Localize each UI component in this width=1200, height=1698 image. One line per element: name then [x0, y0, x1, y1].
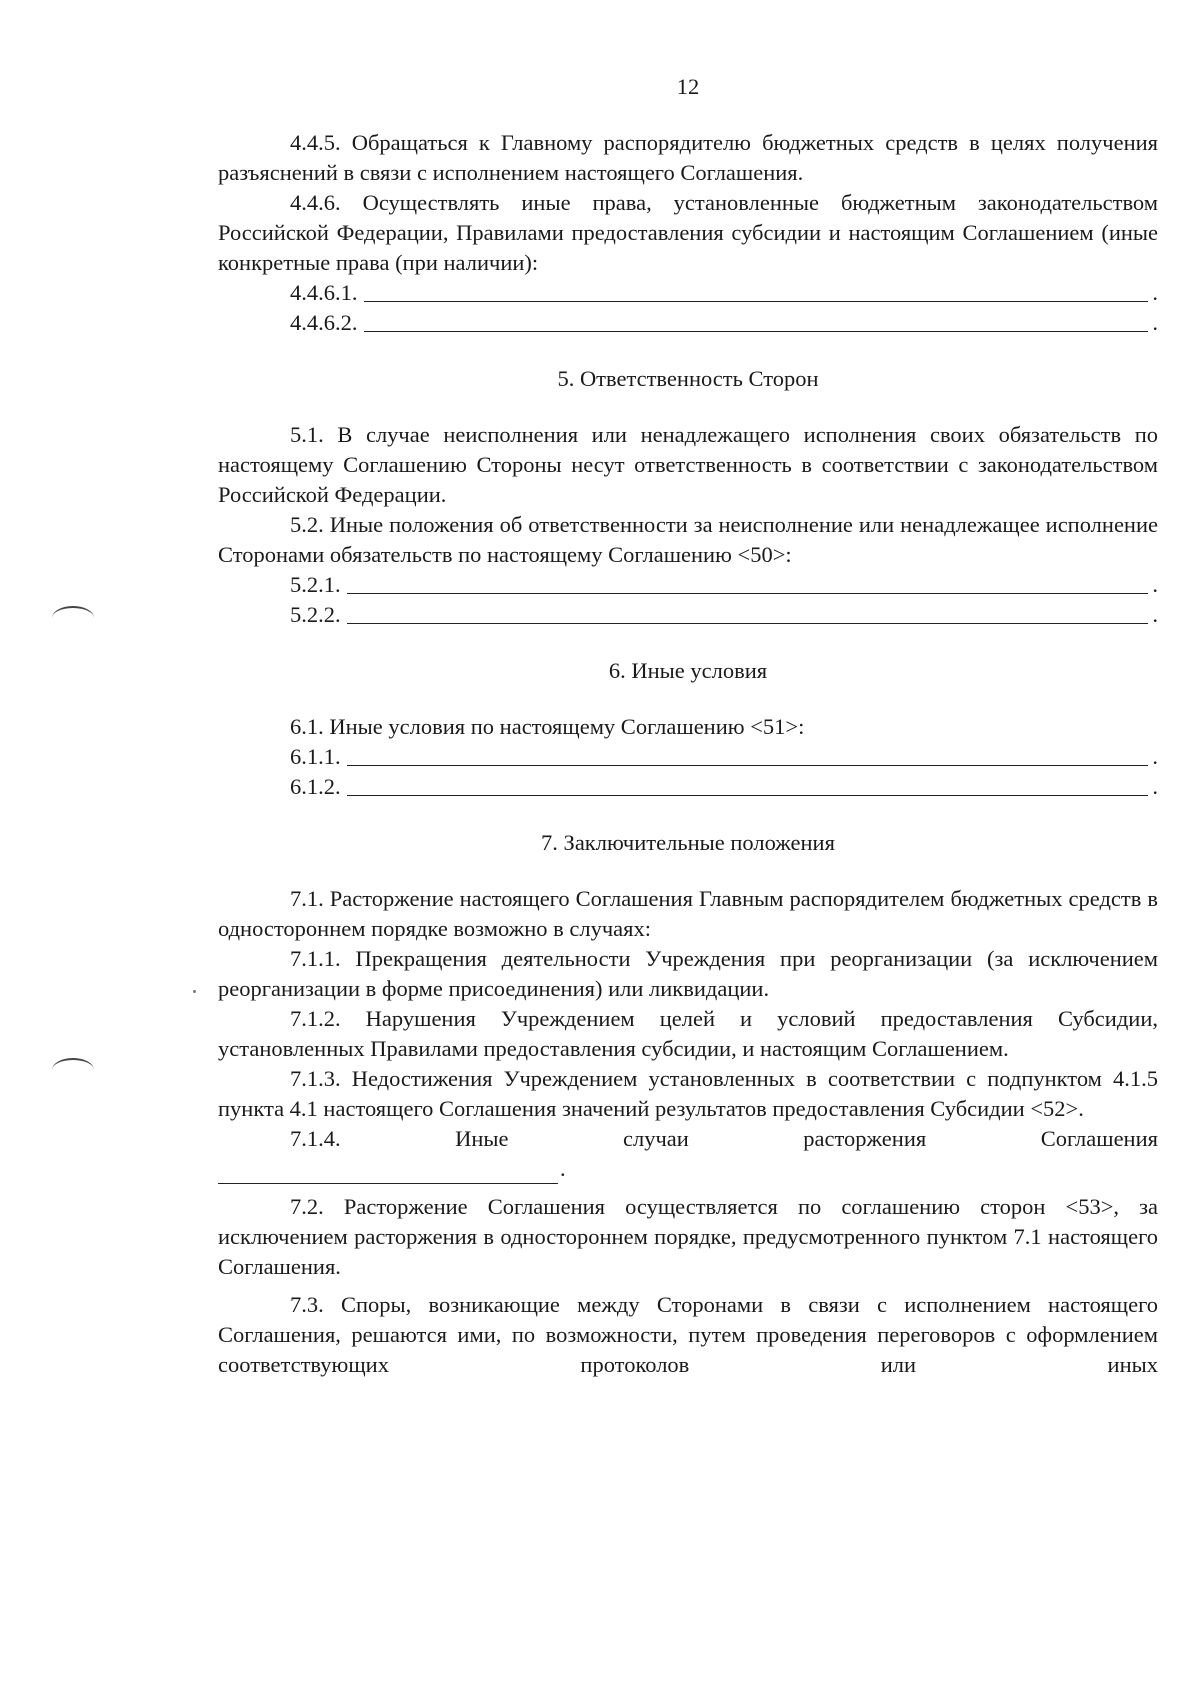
fill-end-dot: .: [1152, 310, 1158, 335]
blank-line: [347, 571, 1149, 594]
fill-line-5-2-1: [218, 570, 1158, 600]
paragraph-7-2: 7.2. Расторжение Соглашения осуществляется по соглашению сторон <53>, за исключением расторжения в одностороннем порядке, предусмотренного пунктом 7.1 настоящего Соглашения.: [218, 1194, 1158, 1279]
blank-line: [218, 1161, 558, 1184]
fill-line-4-4-6-2: [218, 308, 1158, 338]
blank-line: [347, 601, 1149, 624]
paragraph-4-4-5: 4.4.5. Обращаться к Главному распорядителю бюджетных средств в целях получения разъяснений в связи с исполнением настоящего Соглашения.: [218, 130, 1158, 185]
fill-end-dot: .: [1152, 572, 1158, 597]
paragraph-6-1: 6.1. Иные условия по настоящему Соглашению <51>:: [290, 714, 805, 739]
blank-line: [347, 743, 1149, 766]
document-page: [218, 72, 1158, 1380]
fill-label: 6.1.2.: [290, 774, 341, 799]
fill-label: 4.4.6.1.: [290, 280, 358, 305]
fill-end-dot: .: [1152, 602, 1158, 627]
section-heading-5: 5. Ответственность Сторон: [557, 366, 819, 391]
paragraph-7-1-2: 7.1.2. Нарушения Учреждением целей и условий предоставления Субсидии, установленных Правилами предоставления субсидии, и настоящим Соглашением.: [218, 1006, 1158, 1061]
section-heading-6: 6. Иные условия: [608, 658, 768, 683]
binding-hole-mark-top: [52, 606, 94, 630]
section-heading-7: 7. Заключительные положения: [541, 830, 835, 855]
scan-speck: [193, 990, 196, 993]
fill-end-dot: .: [1152, 774, 1158, 799]
fill-line-4-4-6-1: [218, 278, 1158, 308]
fill-label: 5.2.1.: [290, 572, 341, 597]
paragraph-4-4-6: 4.4.6. Осуществлять иные права, установленные бюджетным законодательством Российской Федерации, Правилами предоставления субсидии и настоящим Соглашением (иные конкретные права (при наличии):: [218, 190, 1158, 275]
paragraph-7-1: 7.1. Расторжение настоящего Соглашения Главным распорядителем бюджетных средств в одностороннем порядке возможно в случаях:: [218, 886, 1158, 941]
paragraph-7-3: 7.3. Споры, возникающие между Сторонами в связи с исполнением настоящего Соглашения, решаются ими, по возможности, путем проведения переговоров с оформлением соответствующих протоколов или иных: [218, 1292, 1158, 1377]
blank-line: [364, 309, 1149, 332]
paragraph-7-1-4-blank: [218, 1154, 1158, 1184]
fill-line-6-1-2: [218, 772, 1158, 802]
page-number: 12: [676, 74, 700, 99]
paragraph-5-2: 5.2. Иные положения об ответственности за неисполнение или ненадлежащее исполнение Сторонами обязательств по настоящему Соглашению <50>:: [218, 512, 1158, 567]
paragraph-7-1-3: 7.1.3. Недостижения Учреждением установленных в соответствии с подпунктом 4.1.5 пункта 4.1 настоящего Соглашения значений результатов предоставления Субсидии <52>.: [218, 1066, 1158, 1121]
fill-label: 5.2.2.: [290, 602, 341, 627]
blank-line: [364, 279, 1149, 302]
paragraph-5-1: 5.1. В случае неисполнения или ненадлежащего исполнения своих обязательств по настоящему Соглашению Стороны несут ответственность в соответствии с законодательством Российской Федерации.: [218, 422, 1158, 507]
blank-line: [347, 773, 1149, 796]
fill-label: 6.1.1.: [290, 744, 341, 769]
binding-hole-mark-bottom: [52, 1058, 94, 1082]
fill-line-5-2-2: [218, 600, 1158, 630]
fill-end-dot: .: [560, 1156, 566, 1181]
paragraph-7-1-1: 7.1.1. Прекращения деятельности Учреждения при реорганизации (за исключением реорганизации в форме присоединения) или ликвидации.: [218, 946, 1158, 1001]
paragraph-7-1-4: 7.1.4. Иные случаи расторжения Соглашения: [290, 1126, 1158, 1151]
fill-label: 4.4.6.2.: [290, 310, 358, 335]
fill-end-dot: .: [1152, 744, 1158, 769]
fill-end-dot: .: [1152, 280, 1158, 305]
fill-line-6-1-1: [218, 742, 1158, 772]
